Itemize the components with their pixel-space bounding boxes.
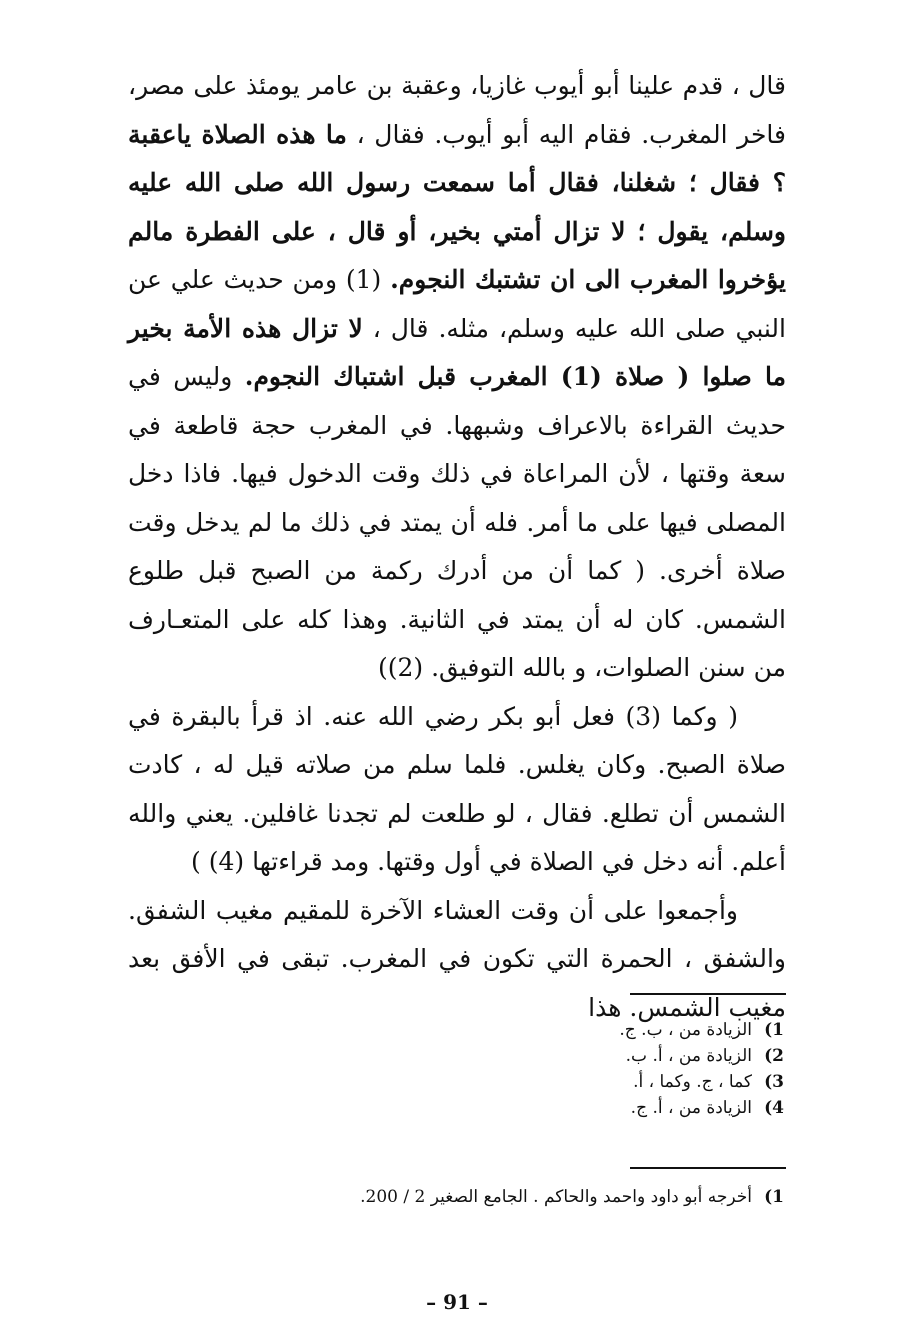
text-run: قال ، قدم علينا أبو أيوب غازيا، وعقبة بن عامر يومئذ على مصر، فاخر المغرب. فقام اليه أبو أيوب. فقال ، <box>128 71 786 149</box>
paragraph-1 <box>128 62 786 693</box>
text-run: (1) ومن حديث علي عن النبي صلى الله عليه وسلم، مثله. قال ، <box>128 265 786 343</box>
page-number: – 91 – <box>426 1290 488 1314</box>
footnote-number: 1) <box>764 1187 784 1207</box>
footnote-text: الزيادة من ، أ. ب. <box>625 1046 752 1066</box>
footnote-number: 1) <box>764 1020 784 1040</box>
main-text <box>128 62 786 1032</box>
footnote-text: الزيادة من ، أ. ج. <box>630 1098 752 1118</box>
footnote-item <box>364 1095 784 1121</box>
footnote-number: 3) <box>764 1072 784 1092</box>
bold-text-run: ما هذه الصلاة ياعقبة ؟ فقال ؛ شغلنا، فقال أما سمعت رسول الله صلى الله عليه وسلم، يقول ؛ لا تزال أمتي بخير، أو قال ، على الفطرة مالم يؤخروا المغرب الى ان تشتبك النجوم. <box>128 119 786 294</box>
footnote-divider-2 <box>630 1167 786 1169</box>
bold-text-run: لا تزال هذه الأمة بخير ما صلوا ( صلاة (1) المغرب قبل اشتباك النجوم. <box>128 313 787 391</box>
footnote-item <box>364 1017 784 1043</box>
footnote-text: الزيادة من ، ب. ج. <box>619 1020 752 1040</box>
footnote-text: كما ، ج. وكما ، أ. <box>633 1072 752 1092</box>
footnote-item <box>364 1043 784 1069</box>
footnote-number: 4) <box>764 1098 784 1118</box>
footnote-item <box>224 1184 784 1210</box>
footnote-item <box>364 1069 784 1095</box>
editor-footnotes <box>364 1017 784 1121</box>
paragraph-3: وأجمعوا على أن وقت العشاء الآخرة للمقيم مغيب الشفق. والشفق ، الحمرة التي تكون في المغرب. تبقى في الأفق بعد مغيب الشمس. هذا <box>128 895 786 1022</box>
footnote-text: أخرجه أبو داود واحمد والحاكم . الجامع الصغير 2 / 200. <box>360 1187 752 1207</box>
paragraph-2: ( وكما (3) فعل أبو بكر رضي الله عنه. اذ قرأ بالبقرة في صلاة الصبح. وكان يغلس. فلما سلم من صلاته قيل له ، كادت الشمس أن تطلع. فقال ، لو طلعت لم تجدنا غافلين. يعني والله أعلم. أنه دخل في الصلاة في أول وقتها. ومد قراءتها (4) ) <box>128 701 786 876</box>
footnote-number: 2) <box>764 1046 784 1066</box>
source-footnotes <box>224 1184 784 1210</box>
footnote-divider <box>630 993 786 995</box>
text-run: وليس في حديث القراءة بالاعراف وشبهها. في المغرب حجة قاطعة في سعة وقتها ، لأن المراعاة في ذلك وقت الدخول فيها. فاذا دخل المصلى فيها على ما أمر. فله أن يمتد في ذلك ما لم يدخل وقت صلاة أخرى. ( كما أن من أدرك ركمة من الصبح قبل طلوع الشمس. كان له أن يمتد في الثانية. وهذا كله على المتعـارف من سنن الصلوات، و بالله التوفيق. (2)) <box>128 362 786 682</box>
